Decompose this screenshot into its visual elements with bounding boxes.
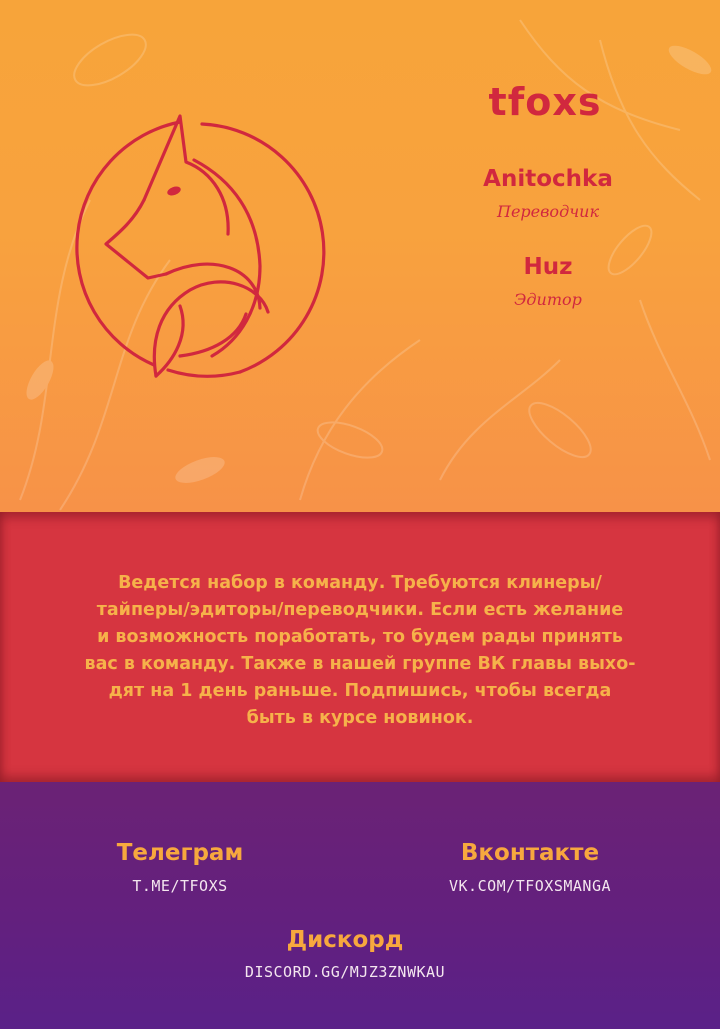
discord-title: Дискорд	[286, 927, 404, 953]
vk-link[interactable]: VK.COM/TFOXSMANGA	[448, 877, 612, 895]
announcement-line: дят на 1 день раньше. Подпишись, чтобы всегда	[108, 681, 612, 701]
fox-logo-icon	[62, 102, 338, 398]
fox-eye	[166, 185, 182, 197]
announcement-line: тайперы/эдиторы/переводчики. Если есть желание	[96, 600, 624, 620]
top-panel	[0, 0, 720, 512]
credit-role-translator: Переводчик	[496, 202, 600, 221]
announcement-line: Ведется набор в команду. Требуются клинеры/	[118, 573, 602, 593]
credit-name-editor: Huz	[523, 254, 573, 280]
links-panel	[0, 782, 720, 1029]
telegram-title: Телеграм	[116, 840, 244, 866]
team-name: tfoxs	[488, 80, 602, 124]
announcement-line: вас в команду. Также в нашей группе ВК главы выхо-	[84, 654, 636, 674]
credit-role-editor: Эдитор	[514, 290, 582, 309]
announcement-line: и возможность поработать, то будем рады принять	[97, 627, 623, 647]
credit-name-translator: Anitochka	[483, 166, 613, 192]
announcement-line: быть в курсе новинок.	[246, 708, 474, 728]
telegram-link[interactable]: T.ME/TFOXS	[132, 877, 228, 895]
recruitment-panel	[0, 512, 720, 782]
discord-link[interactable]: DISCORD.GG/MJZ3ZNWKAU	[244, 963, 446, 981]
recruitment-announcement	[40, 570, 680, 732]
vk-title: Вконтакте	[460, 840, 600, 866]
